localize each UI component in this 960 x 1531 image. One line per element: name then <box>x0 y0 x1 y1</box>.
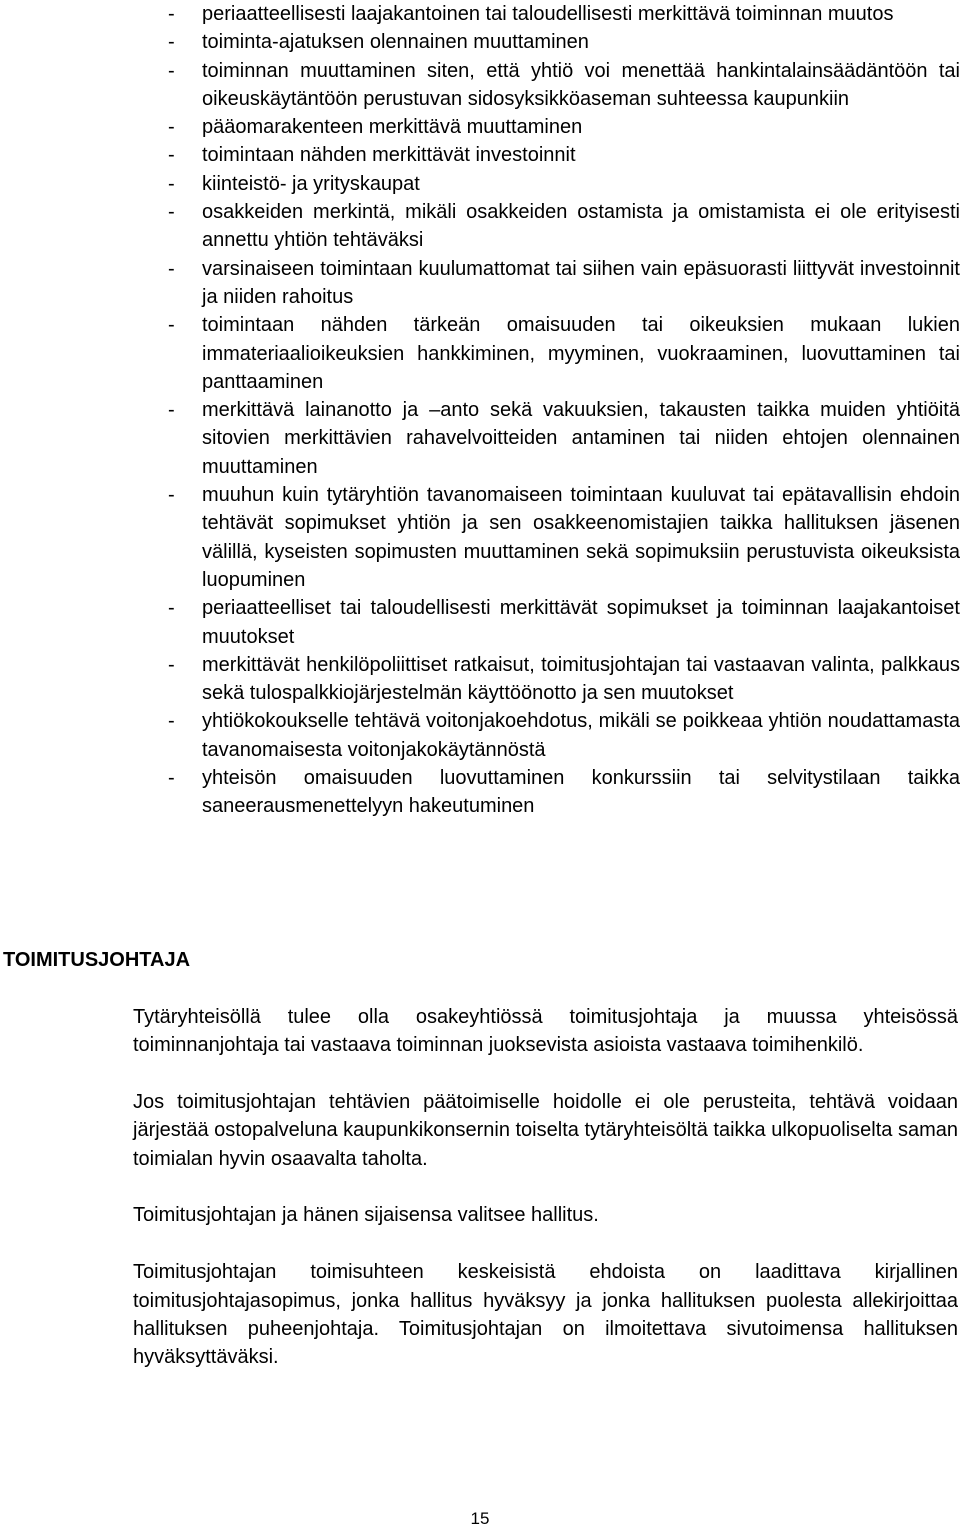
paragraph: Toimitusjohtajan ja hänen sijaisensa valitsee hallitus. <box>133 1204 599 1227</box>
list-dash: - <box>168 399 175 422</box>
list-dash: - <box>168 597 175 620</box>
list-item-text: yhtiökokoukselle tehtävä voitonjakoehdotus, mikäli se poikkeaa yhtiön noudattamasta tavanomaisesta voitonjakokäytännöstä <box>202 710 960 761</box>
list-item <box>160 198 960 255</box>
list-item <box>160 764 960 821</box>
list-item <box>160 255 960 312</box>
list-item <box>160 113 960 141</box>
list-item-text: osakkeiden merkintä, mikäli osakkeiden ostamista ja omistamista ei ole erityisesti annettu yhtiön tehtäväksi <box>202 201 960 252</box>
list-item-text: periaatteelliset tai taloudellisesti merkittävät sopimukset ja toiminnan laajakantoiset muutokset <box>202 597 960 648</box>
list-dash: - <box>168 710 175 733</box>
list-item-text: merkittävät henkilöpoliittiset ratkaisut, toimitusjohtajan tai vastaavan valinta, palkkaus sekä tulospalkkiojärjestelmän käyttöönotto ja sen muutokset <box>202 653 960 705</box>
list-item <box>160 481 960 594</box>
list-dash: - <box>168 201 175 224</box>
list-dash: - <box>168 257 175 280</box>
paragraph: Toimitusjohtajan toimisuhteen keskeisistä ehdoista on laadittava kirjallinen toimitusjohtajasopimus, jonka hallitus hyväksyy ja jonka hallituksen puolesta allekirjoittaa hallituksen puheenjohtaja. Toimitusjohtajan on ilmoitettava sivutoimensa hallituksen hyväksyttäväksi. <box>133 1261 958 1369</box>
list-dash: - <box>168 31 175 54</box>
list-dash: - <box>168 144 175 167</box>
list-dash: - <box>168 767 175 790</box>
section-body <box>133 1003 958 1400</box>
list-item-text: toiminta-ajatuksen olennainen muuttaminen <box>202 31 589 54</box>
list-item <box>160 594 960 651</box>
list-item-text: periaatteellisesti laajakantoinen tai taloudellisesti merkittävä toiminnan muutos <box>202 3 894 25</box>
list-item-text: muuhun kuin tytäryhtiön tavanomaiseen toimintaan kuuluvat tai epätavallisin ehdoin tehtävät sopimukset yhtiön ja sen osakkeenomistajien taikka hallituksen jäsenen välillä, kyseisten sopimusten muuttaminen sekä sopimuksiin perustuvista oikeuksista luopuminen <box>202 484 960 591</box>
section-heading: TOIMITUSJOHTAJA <box>3 949 191 971</box>
decision-matters-list <box>160 0 960 821</box>
list-item <box>160 311 960 396</box>
list-item <box>160 0 960 28</box>
list-item <box>160 141 960 169</box>
list-item-text: yhteisön omaisuuden luovuttaminen konkurssiin tai selvitystilaan taikka saneerausmenettelyyn hakeutuminen <box>202 767 960 818</box>
paragraph: Tytäryhteisöllä tulee olla osakeyhtiössä toimitusjohtaja ja muussa yhteisössä toiminnanjohtaja tai vastaava toiminnan juoksevista asioista vastaava toimihenkilö. <box>133 1006 958 1057</box>
list-dash: - <box>168 3 175 25</box>
list-dash: - <box>168 314 175 337</box>
list-item-text: pääomarakenteen merkittävä muuttaminen <box>202 116 583 139</box>
list-dash: - <box>168 484 175 507</box>
list-dash: - <box>168 653 175 676</box>
list-item <box>160 170 960 198</box>
list-item <box>160 57 960 114</box>
list-item-text: merkittävä lainanotto ja –anto sekä vakuuksien, takausten taikka muiden yhtiöitä sitovien merkittävien rahavelvoitteiden antaminen tai niiden ehtojen olennainen muuttaminen <box>202 399 960 478</box>
list-dash: - <box>168 59 175 82</box>
list-item-text: toimintaan nähden merkittävät investoinnit <box>202 144 576 167</box>
list-item-text: toimintaan nähden tärkeän omaisuuden tai oikeuksien mukaan lukien immateriaalioikeuksien hankkiminen, myyminen, vuokraaminen, luovuttaminen tai panttaaminen <box>202 314 960 393</box>
list-item-text: varsinaiseen toimintaan kuulumattomat tai siihen vain epäsuorasti liittyvät investoinnit ja niiden rahoitus <box>202 257 960 308</box>
page-number <box>0 1508 960 1530</box>
list-dash: - <box>168 116 175 139</box>
list-item <box>160 396 960 481</box>
paragraph: Jos toimitusjohtajan tehtävien päätoimiselle hoidolle ei ole perusteita, tehtävä voidaan järjestää ostopalveluna kaupunkikonsernin toiselta tytäryhteisöltä taikka ulkopuoliselta saman toimialan hyvin osaavalta taholta. <box>133 1091 958 1170</box>
page-number-text: 15 <box>470 1509 490 1528</box>
list-item-text: toiminnan muuttaminen siten, että yhtiö voi menettää hankintalainsäädäntöön tai oikeuskäytäntöön perustuvan sidosyksikköaseman suhteessa kaupunkiin <box>202 59 960 110</box>
list-item <box>160 707 960 764</box>
list-item <box>160 651 960 708</box>
list-item <box>160 28 960 56</box>
list-item-text: kiinteistö- ja yrityskaupat <box>202 172 420 195</box>
list-dash: - <box>168 172 175 195</box>
